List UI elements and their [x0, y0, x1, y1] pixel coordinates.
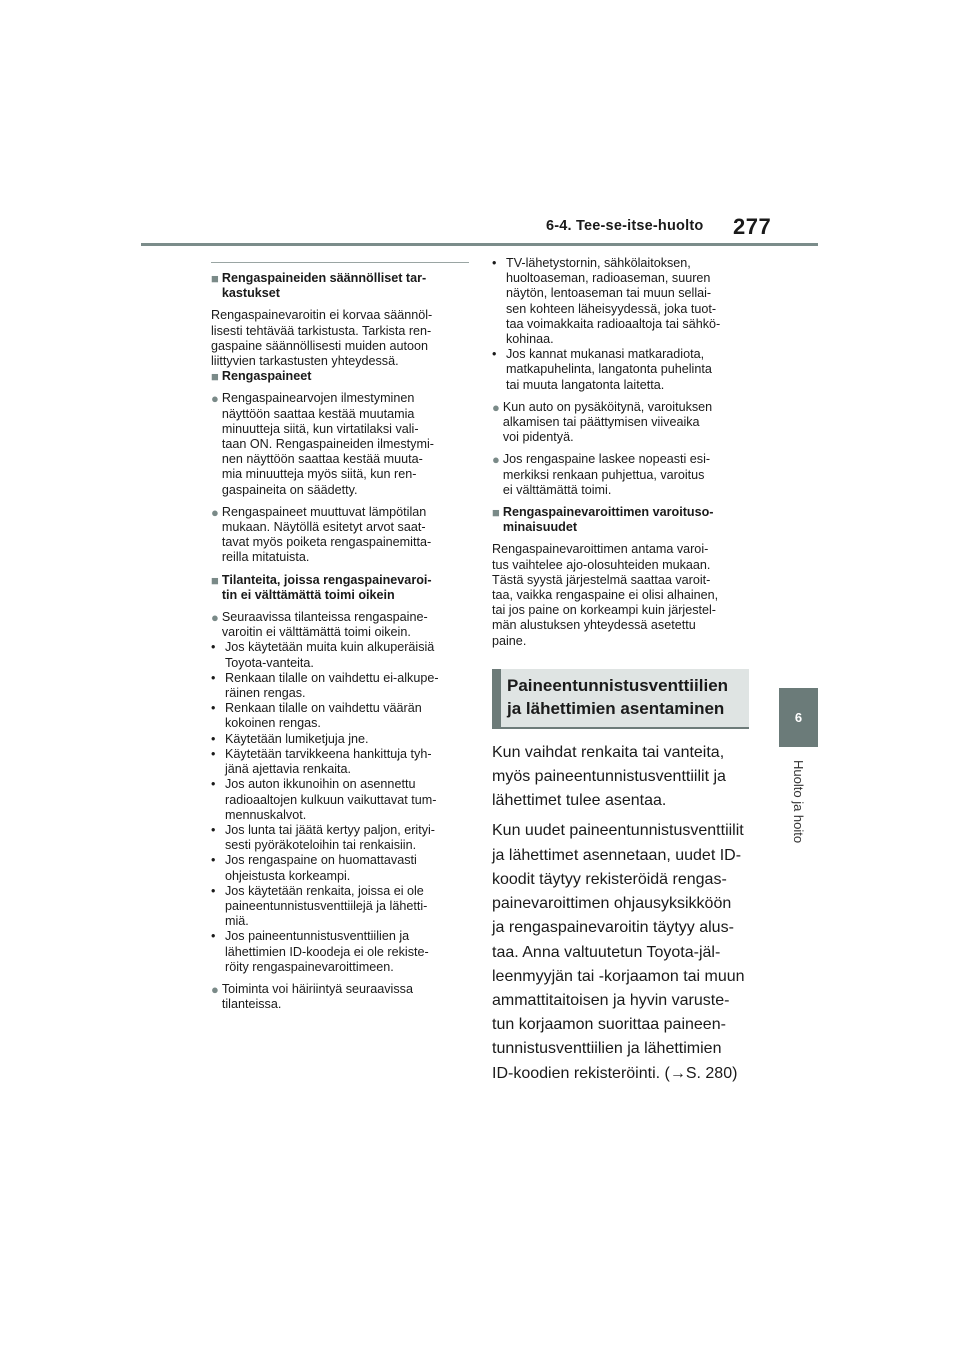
- dash-item-text: [225, 929, 469, 975]
- bullet-item: [492, 400, 757, 446]
- dash-list: [492, 256, 757, 393]
- text-line: huoltoaseman, radioaseman, suuren: [506, 271, 711, 286]
- dash-bullet-icon: •: [211, 670, 216, 685]
- section-heading-title: [507, 674, 747, 720]
- text-line: röity rengaspainevaroittimeen.: [225, 959, 394, 974]
- text-line: Jos rengaspaine on huomattavasti: [225, 853, 417, 868]
- circle-bullet-icon: ●: [211, 391, 219, 407]
- text-line: Rengaspainevaroittimen antama varoi-: [492, 542, 709, 557]
- subheading-text: [222, 573, 432, 603]
- dash-bullet-icon: •: [211, 746, 216, 761]
- text-line: Paineentunnistusventtiilien: [507, 675, 729, 695]
- text-line: sen kohteen läheisyydessä, joka tuot-: [506, 301, 717, 316]
- bullet-item: [211, 610, 469, 640]
- text-line: painevaroittimen ohjausyksikköön: [492, 895, 732, 913]
- text-line: män alustuksen yhteydessä asetettu: [492, 618, 696, 633]
- subheading-tire-pressures: [211, 369, 469, 384]
- text-line: Käytetään lumiketjuja jne.: [225, 731, 369, 746]
- dash-list-item: [211, 823, 469, 853]
- text-line: Jos rengaspaine laskee nopeasti esi-: [502, 452, 711, 467]
- circle-bullet-icon: ●: [492, 452, 500, 468]
- dash-bullet-icon: •: [211, 853, 216, 868]
- dash-list-item: [492, 347, 757, 393]
- text-line: taa voimakkaita radioaaltoja tai sähkö-: [506, 316, 721, 331]
- header-divider: [141, 243, 818, 246]
- paragraph-regular-checks: [211, 308, 469, 369]
- text-line: tilanteissa.: [221, 997, 282, 1012]
- dash-item-text: [506, 256, 757, 347]
- bullet-item: [211, 505, 469, 566]
- text-line: Kun uudet paineentunnistusventtiilit: [492, 822, 744, 840]
- text-line: koodit täytyy rekisteröidä rengas-: [492, 870, 727, 888]
- right-column: [492, 256, 757, 1092]
- text-line: ja lähettimet asennetaan, uudet ID-: [492, 846, 742, 864]
- text-line: Jos paineentunnistusventtiilien ja: [225, 929, 410, 944]
- dash-list: [211, 640, 469, 974]
- text-line: Tästä syystä järjestelmä saattaa varoit-: [492, 572, 711, 587]
- text-line: Renkaan tilalle on vaihdettu väärän: [225, 701, 422, 716]
- text-line: räinen rengas.: [225, 686, 306, 701]
- text-line: Jos käytetään muita kuin alkuperäisiä: [225, 640, 435, 655]
- text-line: ja rengaspainevaroitin täytyy alus-: [492, 919, 734, 937]
- dash-bullet-icon: •: [492, 256, 497, 270]
- section-heading-bar: [492, 669, 501, 727]
- running-header-section: 6-4. Tee-se-itse-huolto: [546, 218, 704, 234]
- text-line: leenmyyjän tai -korjaamon tai muun: [492, 967, 745, 985]
- square-bullet-icon: ■: [211, 572, 219, 588]
- dash-list-item: [492, 256, 757, 347]
- text-line: Rengaspainevaroittimen varoituso-: [502, 505, 714, 520]
- text-line: lähettimien ID-koodeja ei ole rekiste-: [225, 944, 429, 959]
- circle-bullet-icon: ●: [211, 981, 219, 997]
- text-line: ID-koodien rekisteröinti. (→S. 280): [492, 1064, 738, 1082]
- subheading-warning-features: [492, 505, 757, 535]
- bullet-text: [222, 610, 428, 640]
- text-line: taa, vaikka rengaspaine ei olisi alhainen,: [492, 588, 719, 603]
- text-line: Toiminta voi häiriintyä seuraavissa: [221, 981, 413, 996]
- text-line: taan ON. Rengaspaineiden ilmestymi-: [221, 437, 434, 452]
- dash-list-item: [211, 747, 469, 777]
- text-line: kokoinen rengas.: [225, 716, 321, 731]
- text-line: sesti pyöräkoteloihin tai renkaisiin.: [225, 838, 417, 853]
- dash-list-item: [211, 732, 469, 747]
- text-line: TV-lähetystornin, sähkölaitoksen,: [506, 256, 691, 270]
- text-line: ja lähettimien asentaminen: [507, 698, 725, 718]
- text-line: alkamisen tai päättymisen viiveaika: [502, 415, 700, 430]
- text-line: liittyvien tarkastusten yhteydessä.: [211, 354, 399, 369]
- dash-bullet-icon: •: [211, 822, 216, 837]
- text-line: mia minuutteja myös siitä, kun ren-: [221, 467, 417, 482]
- subheading-malfunction-situations: [211, 573, 469, 603]
- dash-bullet-icon: •: [211, 929, 216, 944]
- text-line: tun korjaamon suorittaa paineen-: [492, 1016, 726, 1034]
- circle-bullet-icon: ●: [211, 504, 219, 520]
- text-line: lisesti tehtävää tarkistusta. Tarkista ren-: [211, 323, 432, 338]
- circle-bullet-icon: ●: [211, 610, 219, 626]
- dash-list-item: [211, 884, 469, 930]
- text-line: Rengaspainearvojen ilmestyminen: [221, 391, 415, 406]
- text-line: mukaan. Näytöllä esitetyt arvot saat-: [221, 520, 426, 535]
- text-line: taa. Anna valtuutetun Toyota-jäl-: [492, 943, 721, 961]
- text-line: minaisuudet: [502, 520, 578, 535]
- text-line: minuutteja siitä, kun virtatilaksi vali-: [221, 421, 419, 436]
- bullet-item: [211, 391, 469, 497]
- chapter-tab[interactable]: [779, 688, 818, 747]
- section-heading-box: [492, 669, 749, 729]
- bullet-text: [222, 391, 434, 497]
- text-line: ammattitaitoisen ja hyvin varuste-: [492, 991, 730, 1009]
- dash-list-item: [211, 853, 469, 883]
- text-line: Rengaspainevaroitin ei korvaa säännöl-: [211, 308, 433, 323]
- circle-bullet-icon: ●: [492, 399, 500, 415]
- text-line: Rengaspaineet: [221, 369, 312, 384]
- bullet-item: [211, 982, 469, 1012]
- text-line: Kun auto on pysäköitynä, varoituksen: [502, 399, 713, 414]
- dash-item-text: [225, 640, 469, 670]
- dash-item-text: [225, 747, 469, 777]
- text-line: paineentunnistusventtiilejä ja lähetti-: [225, 898, 428, 913]
- dash-list-item: [211, 701, 469, 731]
- column-top-rule: [211, 262, 469, 263]
- bullet-text: [222, 982, 413, 1012]
- dash-item-text: [225, 732, 469, 747]
- text-line: Jos kannat mukanasi matkaradiota,: [506, 347, 705, 362]
- subheading-text: [222, 369, 312, 384]
- text-line: Renkaan tilalle on vaihdettu ei-alkupe-: [225, 670, 439, 685]
- text-line: Rengaspaineiden säännölliset tar-: [221, 271, 427, 285]
- bullet-text: [222, 505, 431, 566]
- subheading-regular-checks: [211, 271, 469, 301]
- text-line: kastukset: [221, 286, 280, 301]
- dash-item-text: [225, 884, 469, 930]
- dash-bullet-icon: •: [211, 701, 216, 716]
- text-line: matkapuhelinta, langatonta puhelinta: [506, 362, 712, 377]
- text-line: nen näyttöön saattaa kestää muuta-: [221, 452, 423, 467]
- text-line: miä.: [225, 914, 249, 929]
- text-line: Tilanteita, joissa rengaspainevaroi-: [221, 572, 432, 587]
- text-line: näyttöön saattaa kestää muutamia: [221, 406, 415, 421]
- text-line: Jos käytetään renkaita, joissa ei ole: [225, 883, 424, 898]
- text-line: mennuskalvot.: [225, 807, 307, 822]
- text-line: tai jos paine on korkeampi kuin järjestel-: [492, 603, 717, 618]
- text-line: jänä ajettavia renkaita.: [225, 762, 352, 777]
- subheading-text: [222, 271, 426, 301]
- text-line: myös paineentunnistusventtiilit ja: [492, 768, 726, 786]
- subheading-text: [503, 505, 714, 535]
- left-column: [211, 262, 469, 1019]
- text-line: gaspaineita on säädetty.: [221, 482, 358, 497]
- text-line: ohjeistusta korkeampi.: [225, 868, 351, 883]
- text-line: Jos auton ikkunoihin on asennettu: [225, 777, 416, 792]
- dash-list-item: [211, 640, 469, 670]
- chapter-number: 6: [794, 710, 803, 725]
- dash-bullet-icon: •: [211, 731, 216, 746]
- text-line: näytön, lentoaseman tai muun sellai-: [506, 286, 712, 301]
- text-line: voi pidentyä.: [502, 430, 574, 445]
- dash-item-text: [225, 777, 469, 823]
- text-line: tunnistusventtiilien ja lähettimien: [492, 1040, 722, 1058]
- text-line: tai muuta langatonta laitetta.: [506, 377, 665, 392]
- dash-list-item: [211, 929, 469, 975]
- body-paragraph-install: [492, 741, 757, 814]
- dash-list-item: [211, 671, 469, 701]
- body-paragraph-registration: [492, 819, 757, 1085]
- dash-item-text: [225, 701, 469, 731]
- dash-item-text: [506, 347, 757, 393]
- dash-bullet-icon: •: [211, 883, 216, 898]
- dash-bullet-icon: •: [211, 777, 216, 792]
- bullet-text: [503, 452, 710, 498]
- text-line: radioaaltojen kulkuun vaikuttavat tum-: [225, 792, 437, 807]
- text-line: Jos lunta tai jäätä kertyy paljon, erityi-: [225, 822, 435, 837]
- text-line: paine.: [492, 633, 527, 648]
- text-line: tavat myös poiketa rengaspainemitta-: [221, 535, 432, 550]
- dash-item-text: [225, 823, 469, 853]
- dash-bullet-icon: •: [492, 347, 497, 362]
- text-line: gaspaine säännöllisesti muiden autoon: [211, 338, 429, 353]
- text-line: Rengaspaineet muuttuvat lämpötilan: [221, 504, 427, 519]
- text-line: Käytetään tarvikkeena hankittuja tyh-: [225, 746, 432, 761]
- text-line: Kun vaihdat renkaita tai vanteita,: [492, 743, 725, 761]
- text-line: Seuraavissa tilanteissa rengaspaine-: [221, 610, 428, 625]
- dash-item-text: [225, 853, 469, 883]
- bullet-item: [492, 452, 757, 498]
- text-line: ei välttämättä toimi.: [502, 482, 612, 497]
- square-bullet-icon: ■: [492, 505, 500, 521]
- text-line: merkiksi renkaan puhjettua, varoitus: [502, 467, 705, 482]
- square-bullet-icon: ■: [211, 369, 219, 385]
- chapter-title: Huolto ja hoito: [791, 760, 806, 844]
- dash-item-text: [225, 671, 469, 701]
- text-line: tus vaihtelee ajo-olosuhteiden mukaan.: [492, 557, 711, 572]
- text-line: reilla mitatuista.: [221, 550, 310, 565]
- text-line: kohinaa.: [506, 332, 554, 347]
- square-bullet-icon: ■: [211, 271, 219, 286]
- text-line: varoitin ei välttämättä toimi oikein.: [221, 625, 411, 640]
- dash-list-item: [211, 777, 469, 823]
- paragraph-warning-features: [492, 542, 757, 648]
- dash-bullet-icon: •: [211, 640, 216, 655]
- bullet-text: [503, 400, 712, 446]
- page-number: 277: [733, 214, 772, 239]
- text-line: lähettimet tulee asentaa.: [492, 792, 667, 810]
- text-line: tin ei välttämättä toimi oikein: [221, 587, 395, 602]
- text-line: Toyota-vanteita.: [225, 655, 314, 670]
